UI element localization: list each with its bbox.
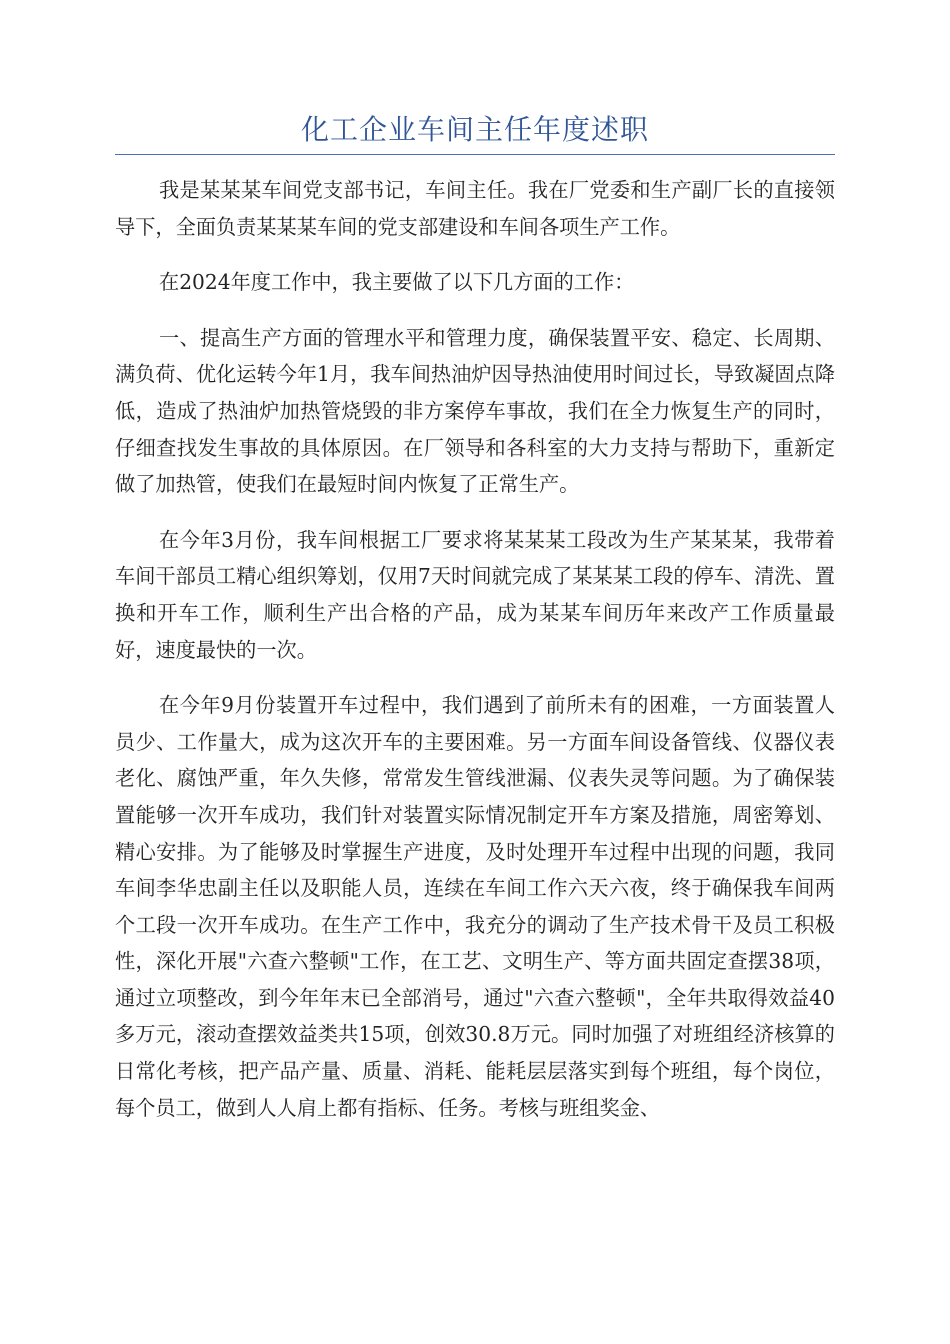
paragraph-section-one: 一、提高生产方面的管理水平和管理力度，确保装置平安、稳定、长周期、满负荷、优化运转今年1月，我车间热油炉因导热油使用时间过长，导致凝固点降低，造成了热油炉加热管烧毁的非方案停车事故，我们在全力恢复生产的同时，仔细查找发生事故的具体原因。在厂领导和各科室的大力支持与帮助下，重新定做了加热管，使我们在最短时间内恢复了正常生产。: [115, 325, 835, 497]
paragraph-september: 在今年9月份装置开车过程中，我们遇到了前所未有的困难，一方面装置人员少、工作量大，成为这次开车的主要困难。另一方面车间设备管线、仪器仪表老化、腐蚀严重，年久失修，常常发生管线泄漏、仪表失灵等问题。为了确保装置能够一次开车成功，我们针对装置实际情况制定开车方案及措施，周密筹划、精心安排。为了能够及时掌握生产进度，及时处理开车过程中出现的问题，我同车间李华忠副主任以及职能人员，连续在车间工作六天六夜，终于确保我车间两个工段一次开车成功。在生产工作中，我充分的调动了生产技术骨干及员工积极性，深化开展"六查六整顿"工作，在工艺、文明生产、等方面共固定查摆38项，通过立项整改，到今年年末已全部消号，通过"六查六整顿"，全年共取得效益40多万元，滚动查摆效益类共15项，创效30.8万元。同时加强了对班组经济核算的日常化考核，把产品产量、质量、消耗、能耗层层落实到每个班组，每个岗位，每个员工，做到人人肩上都有指标、任务。考核与班组奖金、: [115, 693, 835, 1120]
paragraph-overview: 在2024年度工作中，我主要做了以下几方面的工作：: [159, 270, 635, 295]
title-divider: [115, 154, 835, 155]
paragraph-intro: 我是某某某车间党支部书记，车间主任。我在厂党委和生产副厂长的直接领导下，全面负责某某某车间的党支部建设和车间各项生产工作。: [115, 178, 835, 239]
document-body: [115, 172, 835, 1145]
paragraph-march: 在今年3月份，我车间根据工厂要求将某某某工段改为生产某某某，我带着车间干部员工精心组织筹划，仅用7天时间就完成了某某某工段的停车、清洗、置换和开车工作，顺利生产出合格的产品，成为某某车间历年来改产工作质量最好，速度最快的一次。: [115, 527, 835, 662]
document-title: 化工企业车间主任年度述职: [300, 113, 649, 146]
